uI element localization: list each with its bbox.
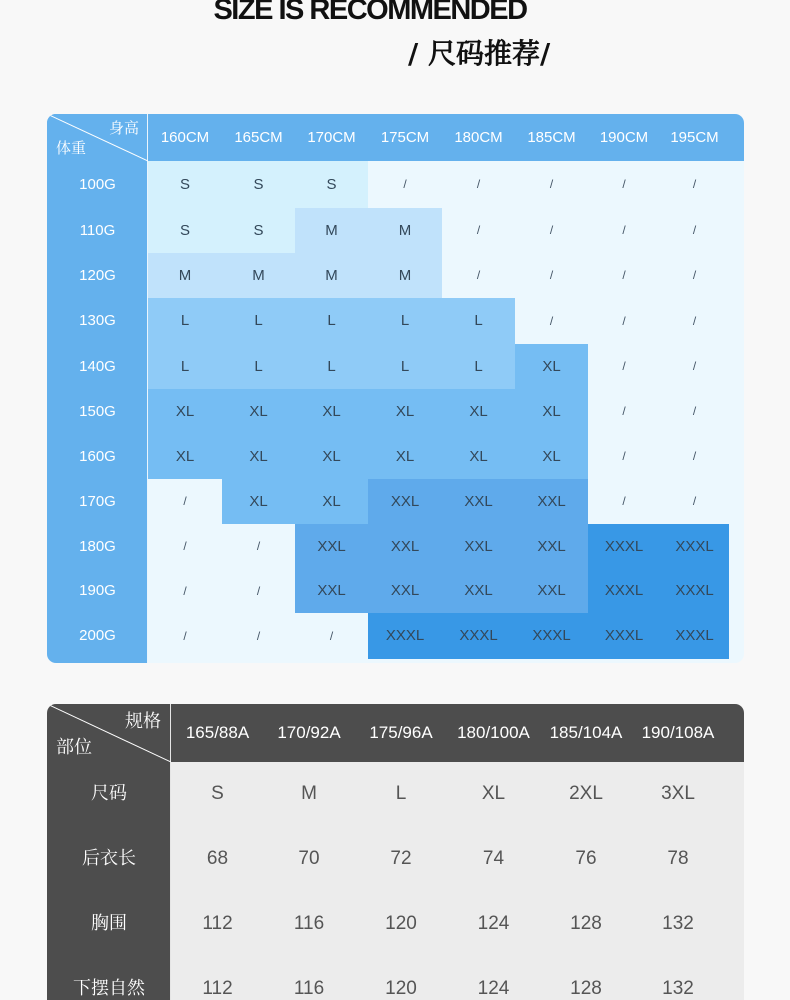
spec-column-header: 165/88A — [185, 723, 250, 742]
size-cell: / — [660, 161, 729, 208]
size-cell: XL — [295, 434, 368, 479]
size-cell: M — [368, 253, 442, 298]
spec-cell: 128 — [570, 913, 602, 934]
size-cell: / — [660, 208, 729, 253]
table-corner-header — [47, 114, 148, 161]
spec-column-header: 175/96A — [369, 723, 433, 742]
size-cell: / — [442, 208, 515, 253]
size-cell: XL — [295, 389, 368, 434]
size-cell: XL — [515, 389, 588, 434]
spec-cell: 112 — [202, 978, 233, 999]
weight-row-label: 130G — [79, 312, 116, 329]
spec-cell: 120 — [385, 978, 417, 999]
size-cell: XXXL — [515, 613, 588, 659]
spec-cell: 124 — [477, 978, 510, 999]
size-cell: M — [148, 253, 222, 298]
size-cell: XXL — [368, 569, 442, 613]
size-cell: XL — [515, 434, 588, 479]
weight-row-label: 120G — [79, 267, 116, 284]
part-row-label: 尺码 — [91, 783, 127, 804]
size-cell: / — [588, 161, 660, 208]
size-cell: XL — [222, 389, 295, 434]
spec-cell: 2XL — [569, 783, 603, 804]
part-row-label: 下摆自然 — [73, 978, 145, 999]
size-cell: XXL — [368, 479, 442, 524]
size-cell: XXL — [295, 569, 368, 613]
size-cell: L — [295, 298, 368, 344]
size-cell: XXXL — [368, 613, 442, 659]
spec-column-header: 170/92A — [277, 723, 341, 742]
spec-cell: 76 — [575, 848, 597, 869]
height-column-header: 160CM — [160, 129, 210, 146]
size-cell: L — [442, 298, 515, 344]
size-cell: XL — [222, 434, 295, 479]
weight-row-label: 150G — [79, 403, 116, 420]
size-cell: / — [515, 298, 588, 344]
size-cell: XXL — [442, 524, 515, 569]
spec-cell: L — [395, 783, 407, 804]
spec-cell: 78 — [667, 848, 689, 869]
height-column-header: 165CM — [234, 129, 283, 146]
size-cell: / — [588, 434, 660, 479]
spec-corner-header — [47, 704, 171, 762]
size-cell: XXXL — [588, 613, 660, 659]
weight-label-column — [47, 161, 148, 663]
size-cell: / — [660, 344, 729, 389]
size-cell: / — [515, 253, 588, 298]
size-cell: S — [222, 161, 295, 208]
spec-cell: XL — [481, 783, 506, 804]
height-column-header: 175CM — [380, 129, 430, 146]
weight-row-label: 200G — [79, 627, 116, 644]
height-column-header: 195CM — [670, 129, 719, 146]
size-cell: / — [588, 344, 660, 389]
size-cell: S — [222, 208, 295, 253]
size-cell: / — [295, 613, 368, 659]
spec-cell: S — [211, 783, 224, 804]
size-cell: / — [148, 613, 222, 659]
size-cell: M — [368, 208, 442, 253]
size-cell: / — [588, 253, 660, 298]
spec-cell: 70 — [298, 848, 320, 869]
size-cell: XL — [515, 344, 588, 389]
part-row-label: 后衣长 — [82, 848, 136, 869]
height-axis-label: 身高 — [108, 119, 139, 137]
size-cell: XXL — [515, 479, 588, 524]
weight-row-label: 110G — [79, 222, 116, 239]
size-cell: / — [222, 524, 295, 569]
size-cell: / — [148, 524, 222, 569]
size-cell: XXXL — [442, 613, 515, 659]
size-recommendation-table — [47, 114, 744, 663]
spec-cell: 120 — [385, 913, 417, 934]
part-axis-label: 部位 — [56, 737, 92, 758]
size-cell: L — [222, 344, 295, 389]
height-column-header: 185CM — [527, 129, 576, 146]
size-cell: / — [660, 298, 729, 344]
weight-row-label: 100G — [79, 176, 116, 193]
size-cell: XL — [442, 434, 515, 479]
size-cell: / — [660, 389, 729, 434]
size-cell: L — [442, 344, 515, 389]
size-cell: XL — [148, 389, 222, 434]
size-cell: XXL — [515, 524, 588, 569]
spec-cell: 132 — [662, 913, 694, 934]
size-cell: XL — [148, 434, 222, 479]
size-cell: L — [222, 298, 295, 344]
size-cell: XXXL — [588, 524, 660, 569]
part-row-label: 胸围 — [91, 913, 127, 934]
size-cell: XXXL — [660, 569, 729, 613]
size-cell: XXL — [515, 569, 588, 613]
size-cell: / — [368, 161, 442, 208]
size-cell: / — [588, 298, 660, 344]
size-cell: / — [660, 253, 729, 298]
size-cell: / — [515, 208, 588, 253]
size-cell: XXXL — [660, 524, 729, 569]
size-cell: XL — [442, 389, 515, 434]
weight-row-label: 140G — [79, 358, 116, 375]
spec-cell: 116 — [293, 978, 325, 999]
size-cell: S — [295, 161, 368, 208]
size-cell: L — [148, 344, 222, 389]
size-cell: XXXL — [660, 613, 729, 659]
spec-cell: 74 — [482, 848, 505, 869]
size-cell: S — [148, 208, 222, 253]
size-cell: / — [660, 434, 729, 479]
size-cell: / — [588, 208, 660, 253]
size-cell: XXL — [442, 479, 515, 524]
weight-axis-label: 体重 — [56, 139, 87, 157]
spec-column-header: 180/100A — [457, 723, 530, 742]
size-cell: L — [368, 298, 442, 344]
size-spec-table — [47, 704, 744, 1000]
size-cell: XXXL — [588, 569, 660, 613]
size-cell: XL — [368, 389, 442, 434]
size-cell: / — [588, 389, 660, 434]
size-cell: / — [148, 479, 222, 524]
size-cell: / — [148, 569, 222, 613]
weight-row-label: 160G — [79, 448, 116, 465]
spec-axis-label: 规格 — [125, 711, 161, 732]
size-cell: XL — [368, 434, 442, 479]
title-chinese: / 尺码推荐/ — [408, 37, 551, 70]
weight-row-label: 190G — [79, 582, 116, 599]
spec-cell: M — [301, 783, 317, 804]
size-cell: XXL — [295, 524, 368, 569]
size-cell: XL — [295, 479, 368, 524]
title-english: SIZE IS RECOMMENDED — [213, 0, 527, 26]
weight-row-label: 180G — [79, 538, 116, 555]
height-column-header: 180CM — [454, 129, 503, 146]
size-cell: / — [442, 161, 515, 208]
spec-cell: 112 — [202, 913, 233, 934]
spec-cell: 68 — [206, 848, 229, 869]
spec-cell: 124 — [477, 913, 510, 934]
size-cell: / — [588, 479, 660, 524]
size-cell: L — [368, 344, 442, 389]
size-cell: M — [295, 253, 368, 298]
height-column-header: 170CM — [307, 129, 356, 146]
size-cell: / — [442, 253, 515, 298]
size-cell: XXL — [368, 524, 442, 569]
size-cell: M — [295, 208, 368, 253]
size-cell: / — [222, 569, 295, 613]
part-label-column — [47, 762, 171, 1000]
size-cell: M — [222, 253, 295, 298]
weight-row-label: 170G — [79, 493, 116, 510]
size-cell: L — [148, 298, 222, 344]
size-cell: / — [660, 479, 729, 524]
size-cell: / — [222, 613, 295, 659]
size-cell: L — [295, 344, 368, 389]
spec-cell: 116 — [293, 913, 325, 934]
spec-cell: 128 — [570, 978, 602, 999]
size-cell: S — [148, 161, 222, 208]
spec-cell: 132 — [662, 978, 694, 999]
spec-cell: 72 — [390, 848, 412, 869]
size-cell: XL — [222, 479, 295, 524]
size-cell: XXL — [442, 569, 515, 613]
spec-column-header: 185/104A — [549, 723, 623, 742]
height-column-header: 190CM — [599, 129, 649, 146]
spec-column-header: 190/108A — [641, 723, 715, 742]
spec-cell: 3XL — [661, 783, 695, 804]
size-cell: / — [515, 161, 588, 208]
